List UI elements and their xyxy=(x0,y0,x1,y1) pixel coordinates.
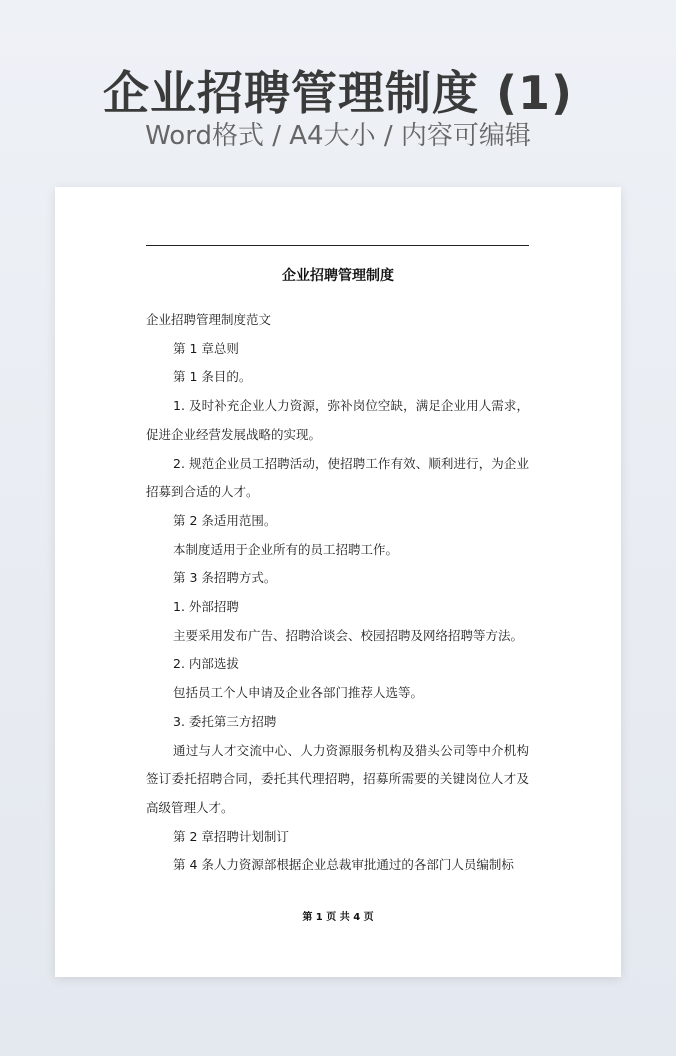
banner-title: 企业招聘管理制度 (1) xyxy=(102,66,574,120)
paragraph: 主要采用发布广告、招聘洽谈会、校园招聘及网络招聘等方法。 xyxy=(173,627,524,643)
paragraph: 第 4 条人力资源部根据企业总裁审批通过的各部门人员编制标 xyxy=(173,857,514,873)
header-rule xyxy=(146,245,529,246)
banner-subtitle: Word格式 / A4大小 / 内容可编辑 xyxy=(145,121,531,151)
paragraph: 1. 外部招聘 xyxy=(173,599,239,615)
document-title: 企业招聘管理制度 xyxy=(282,268,394,284)
paragraph: 1. 及时补充企业人力资源，弥补岗位空缺，满足企业用人需求，促进企业经营发展战略的实现。 xyxy=(146,398,529,442)
paragraph: 第 1 章总则 xyxy=(173,340,239,356)
paragraph: 第 2 章招聘计划制订 xyxy=(173,828,289,844)
paragraph: 第 1 条目的。 xyxy=(173,369,252,385)
paragraph: 包括员工个人申请及企业各部门推荐人选等。 xyxy=(173,685,424,701)
document-body xyxy=(146,306,529,880)
page-number-footer: 第 1 页 共 4 页 xyxy=(302,912,374,923)
paragraph: 第 2 条适用范围。 xyxy=(173,512,277,528)
paragraph: 企业招聘管理制度范文 xyxy=(146,312,272,327)
paragraph: 2. 规范企业员工招聘活动，使招聘工作有效、顺利进行，为企业招募到合适的人才。 xyxy=(146,455,529,500)
paragraph: 第 3 条招聘方式。 xyxy=(173,570,277,586)
document-page xyxy=(55,187,621,977)
paragraph: 通过与人才交流中心、人力资源服务机构及猎头公司等中介机构签订委托招聘合同，委托其代理招聘，招募所需要的关键岗位人才及高级管理人才。 xyxy=(146,742,529,815)
paragraph: 本制度适用于企业所有的员工招聘工作。 xyxy=(173,541,399,557)
paragraph: 3. 委托第三方招聘 xyxy=(173,713,277,729)
paragraph: 2. 内部选拔 xyxy=(173,656,239,672)
